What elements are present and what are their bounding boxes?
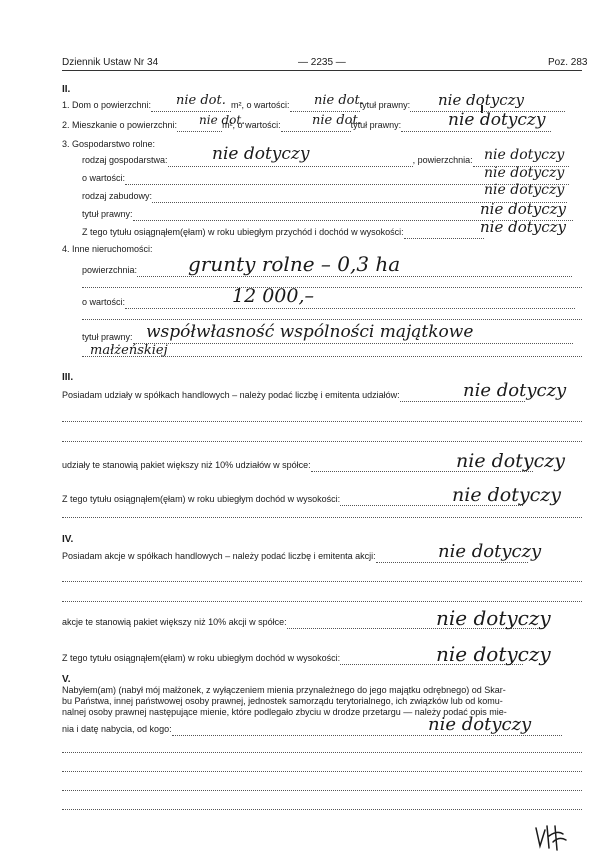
shares-pakiet-label: udziały te stanowią pakiet większy niż 10% udziałów w spółce: [62, 460, 311, 470]
paragraph-line: bu Państwa, innej państwowej osoby prawnej, jednostek samorządu terytorialnego, ich związków lub od komu- [62, 696, 503, 706]
other-value-field [125, 295, 575, 309]
farm-heading-label: 3. Gospodarstwo rolne: [62, 139, 156, 149]
signature-initials [533, 822, 569, 852]
position-number: Poz. 283 [548, 57, 588, 68]
header-rule [62, 70, 582, 71]
dotted-line [62, 570, 582, 582]
dotted-line [62, 760, 582, 772]
handwritten-entry: nie dotyczy [438, 91, 525, 109]
farm-value-label: o wartości: [82, 173, 126, 183]
acquired-label: nia i datę nabycia, od kogo: [62, 724, 172, 734]
handwritten-entry: nie dotyczy [480, 200, 567, 218]
handwritten-entry: nie dotyczy [436, 606, 551, 630]
handwritten-entry: nie dot. [312, 113, 362, 128]
house-label: 1. Dom o powierzchni: [62, 100, 152, 110]
apartment-value-label: m², o wartości: [222, 120, 281, 130]
stocks-label: Posiadam akcje w spółkach handlowych – należy podać liczbę i emitenta akcji: [62, 551, 376, 561]
other-value-line [82, 295, 582, 309]
handwritten-entry: nie dot. [176, 93, 226, 108]
farm-area-label: , powierzchnia: [412, 155, 473, 165]
stocks-pakiet-label: akcje te stanowią pakiet większy niż 10% akcji w spółce: [62, 617, 287, 627]
dotted-line [62, 590, 582, 602]
house-title-label: tytuł prawny: [359, 100, 411, 110]
shares-label: Posiadam udziały w spółkach handlowych – należy podać liczbę i emitenta udziałów: [62, 390, 400, 400]
paragraph-line: Nabyłem(am) (nabył mój małżonek, z wyłączeniem mienia przynależnego do jego majątku odrębnego) od Skar- [62, 685, 506, 695]
farm-buildings-label: rodzaj zabudowy: [82, 191, 153, 201]
handwritten-entry: nie dotyczy [480, 218, 567, 236]
other-value-label: o wartości: [82, 297, 126, 307]
dotted-line [82, 276, 582, 288]
other-property-label: 4. Inne nieruchomości: [62, 244, 153, 254]
handwritten-entry: nie dotyczy [456, 450, 565, 472]
journal-title: Dziennik Ustaw Nr 34 [62, 57, 159, 68]
stocks-income-label: Z tego tytułu osiągnąłem(ęłam) w roku ubiegłym dochód w wysokości: [62, 653, 341, 663]
dotted-line [62, 430, 582, 442]
dotted-line [82, 308, 582, 320]
handwritten-entry: nie dot. [314, 93, 364, 108]
apartment-title-label: tytuł prawny: [350, 120, 402, 130]
handwritten-entry: nie dotyczy [484, 165, 565, 181]
handwritten-entry: nie dotyczy [212, 144, 310, 164]
handwritten-entry: małżeńskiej [90, 343, 168, 358]
page-number: — 2235 — [298, 57, 346, 68]
farm-title-label: tytuł prawny: [82, 209, 133, 219]
farm-income-field [404, 225, 484, 239]
handwritten-entry: nie dotyczy [463, 380, 567, 401]
farm-income-label: Z tego tytułu osiągnąłem(ęłam) w roku ubiegłym przychód i dochód w wysokości: [82, 227, 404, 237]
apartment-label: 2. Mieszkanie o powierzchni: [62, 120, 178, 130]
paragraph-line: nalnej osoby prawnej następujące mienie, które podlegało zbyciu w drodze przetargu — należy podać opis mie- [62, 707, 507, 717]
handwritten-entry: nie dot. [199, 113, 246, 127]
dotted-line [62, 779, 582, 791]
farm-type-label: rodzaj gospodarstwa: [82, 155, 168, 165]
house-value-label: m², o wartości: [231, 100, 290, 110]
dotted-line [62, 741, 582, 753]
section-ii-heading: II. [62, 84, 71, 95]
handwritten-entry: nie dotyczy [484, 147, 565, 163]
handwritten-entry: nie dotyczy [436, 642, 551, 666]
handwritten-entry: nie dotyczy [484, 182, 565, 198]
section-iii-heading: III. [62, 372, 74, 383]
handwritten-entry: nie dotyczy [452, 484, 561, 506]
handwritten-entry: nie dotyczy [428, 714, 532, 735]
shares-income-label: Z tego tytułu osiągnąłem(ęłam) w roku ubiegłym dochód w wysokości: [62, 494, 341, 504]
handwritten-entry: współwłasność wspólności majątkowe [146, 322, 474, 342]
dotted-line [62, 410, 582, 422]
section-v-heading: V. [62, 674, 71, 685]
dotted-line [62, 506, 582, 518]
other-area-label: powierzchnia: [82, 265, 138, 275]
other-title-label: tytuł prawny: [82, 332, 133, 342]
handwritten-entry: 12 000,– [232, 285, 315, 307]
section-iv-heading: IV. [62, 534, 74, 545]
handwritten-entry: nie dotyczy [448, 110, 546, 130]
dotted-line [62, 798, 582, 810]
handwritten-entry: grunty rolne – 0,3 ha [188, 252, 401, 276]
handwritten-entry: nie dotyczy [438, 541, 542, 562]
